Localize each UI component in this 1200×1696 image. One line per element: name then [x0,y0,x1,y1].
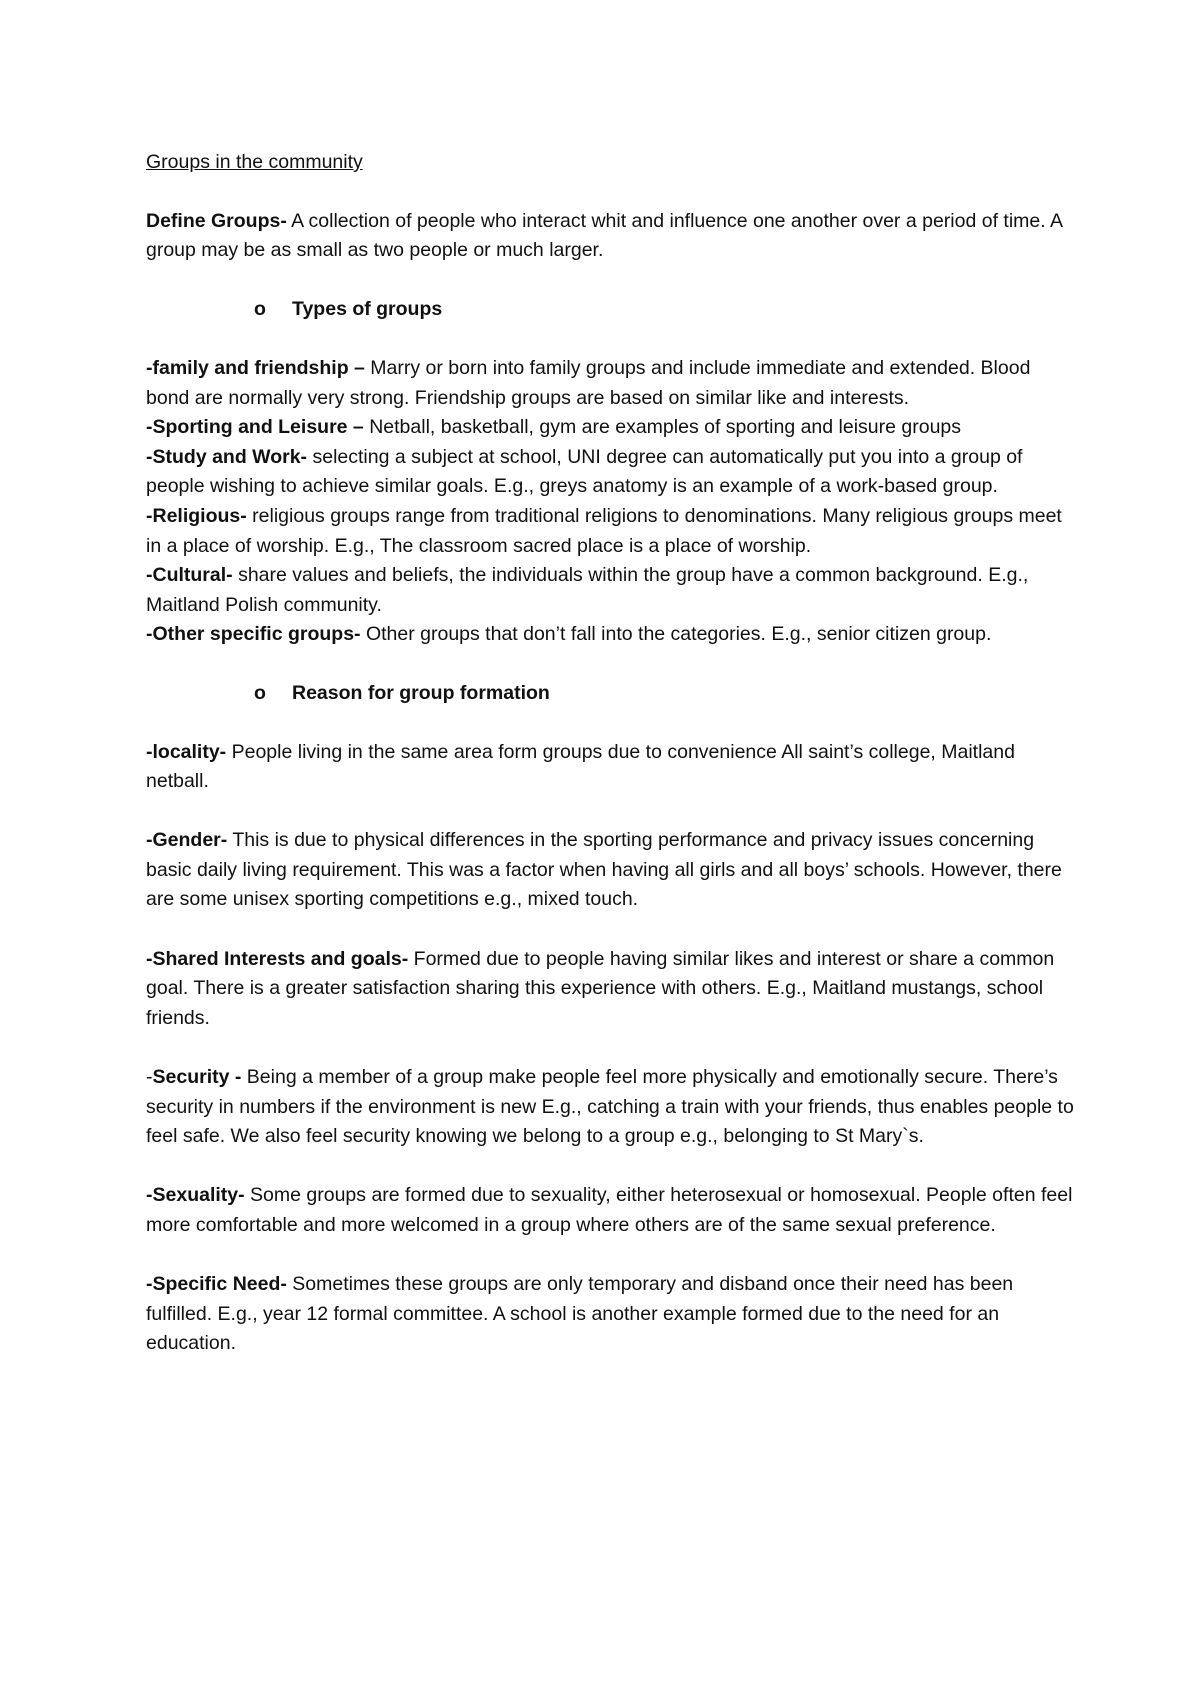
list-item-text: People living in the same area form groups due to convenience All saint’s college, Maitland netball. [146,740,1015,793]
list-item-text: Some groups are formed due to sexuality, either heterosexual or homosexual. People often feel more comfortable and more welcomed in a group where others are of the same sexual preference. [146,1184,1073,1236]
section-heading-types [146,295,1076,325]
list-item-term: Security - [152,1066,242,1089]
list-item-term: -family and friendship – [146,356,365,379]
list-item-term: -Study and Work- [146,445,308,468]
list-item-sexuality [146,1181,1076,1240]
list-item-prefix: - [146,1066,153,1089]
list-item-term: -Religious- [146,504,247,527]
list-item-locality [146,738,1076,797]
list-item-study [146,443,1076,502]
list-item-text: This is due to physical differences in the sporting performance and privacy issues concerning basic daily living requirement. This was a factor when having all girls and all boys’ schools. However, there are some unisex sporting competitions e.g., mixed touch. [146,829,1062,911]
list-item-text: Formed due to people having similar likes and interest or share a common goal. There is a greater satisfaction sharing this experience with others. E.g., Maitland mustangs, school friends. [146,947,1055,1029]
list-item-text: selecting a subject at school, UNI degree can automatically put you into a group of people wishing to achieve similar goals. E.g., greys anatomy is an example of a work-based group. [146,445,1023,498]
list-item-term: -locality- [146,740,227,763]
definition-text: A collection of people who interact whit and influence one another over a period of time. A group may be as small as two people or much larger. [146,209,1062,262]
list-item-text: Marry or born into family groups and include immediate and extended. Blood bond are normally very strong. Friendship groups are based on similar like and interests. [146,356,1031,409]
list-item-text: Being a member of a group make people feel more physically and emotionally secure. There’s security in numbers if the environment is new E.g., catching a train with your friends, thus enables people to feel safe. We also feel security knowing we belong to a group e.g., belonging to St Mary`s. [146,1066,1074,1148]
document-page [146,148,1076,1359]
list-item-text: Netball, basketball, gym are examples of sporting and leisure groups [363,416,962,439]
list-item-other [146,620,1076,650]
list-item-term: -Sporting and Leisure – [146,416,364,439]
list-item-cultural [146,561,1076,620]
list-item-text: religious groups range from traditional religions to denominations. Many religious groups meet in a place of worship. E.g., The classroom sacred place is a place of worship. [146,504,1062,557]
list-item-sporting [146,413,1076,443]
definition-term: Define Groups- [146,209,287,232]
list-item-gender [146,826,1076,915]
section-heading-types-label: Types of groups [292,298,443,321]
list-item-shared-interests [146,945,1076,1034]
definition-paragraph [146,207,1076,266]
list-item-text: Sometimes these groups are only temporary and disband once their need has been fulfilled. E.g., year 12 formal committee. A school is another example formed due to the need for an education. [146,1273,1014,1355]
list-item-security [146,1063,1076,1152]
list-item-term: -Shared Interests and goals- [146,947,409,970]
list-item-term: -Other specific groups- [146,623,361,646]
list-item-religious [146,502,1076,561]
document-title: Groups in the community [146,151,363,173]
list-item-specific-need [146,1270,1076,1359]
list-item-term: -Gender- [146,829,228,852]
list-item-family [146,354,1076,413]
section-heading-reasons [146,679,1076,709]
list-item-term: -Specific Need- [146,1273,287,1296]
list-item-text: Other groups that don’t fall into the categories. E.g., senior citizen group. [360,623,992,646]
bullet-circle-icon: o [254,681,266,704]
list-item-term: -Sexuality- [146,1184,245,1207]
section-heading-reasons-label: Reason for group formation [292,681,550,704]
bullet-circle-icon: o [254,298,266,321]
list-item-text: share values and beliefs, the individuals within the group have a common background. E.g., Maitland Polish community. [146,564,1029,616]
list-item-term: -Cultural- [146,564,233,587]
